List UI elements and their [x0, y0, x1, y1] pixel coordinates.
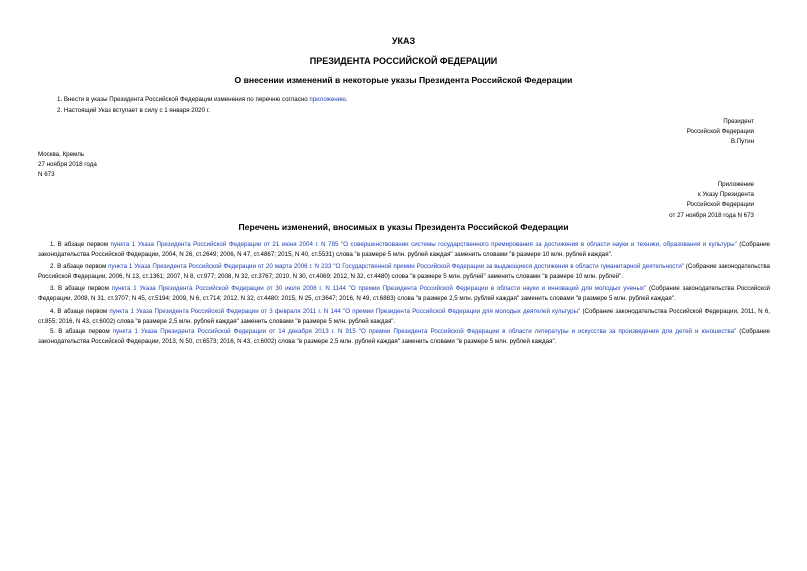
- list-item: [38, 307, 770, 327]
- list-item-prefix: 5. В абзаце первом: [50, 327, 113, 335]
- list-item-prefix: 1. В абзаце первом: [50, 241, 111, 248]
- place-date-block: [38, 150, 97, 181]
- list-item: [38, 327, 770, 347]
- list-item-prefix: 2. В абзаце первом: [50, 263, 109, 271]
- list-item: [38, 262, 770, 282]
- signature-country: Российской Федерации: [686, 128, 754, 136]
- decree-heading: О внесении изменений в некоторые указы Президента Российской Федерации: [234, 75, 573, 85]
- intro-paragraph-1-text: 1. Внести в указы Президента Российской Федерации изменения по перечню согласно: [57, 96, 310, 103]
- appendix-date-number: от 27 ноября 2018 года N 673: [669, 211, 754, 219]
- list-item-prefix: 3. В абзаце первом: [50, 285, 112, 293]
- appendix-to-decree: к Указу Президента: [697, 191, 754, 199]
- changes-list: [38, 240, 770, 347]
- decree-title: УКАЗ: [391, 36, 416, 46]
- decree-link[interactable]: пункта 1 Указа Президента Российской Федерации от 21 июня 2004 г. N 785 "О совершенствовании системы государственного премирования за достижения в области науки и техники, образования и культуры": [110, 241, 737, 248]
- list-item-text: (Собрание законодательства Российской Федерации, 2011, N 6, ст.855; 2016, N 43, ст.6002) слова "в размере 2,5 млн. рублей каждая" заменить словами "в размере 5 млн. рублей каждая".: [38, 307, 771, 325]
- list-item-text: (Собрание законодательства Российской Федерации, 2013, N 50, ст.6573; 2016, N 43, ст.6002) слова "в размере 2,5 млн. рублей каждая" заменить словами "в размере 5 млн. рублей каждая".: [38, 327, 770, 345]
- decree-number: N 673: [38, 171, 55, 179]
- appendix-link[interactable]: приложению: [309, 96, 346, 103]
- place-date: 27 ноября 2018 года: [38, 161, 97, 169]
- appendix-reference: [504, 180, 754, 221]
- intro-paragraph-1-end: .: [345, 96, 348, 103]
- list-item-text: (Собрание законодательства Российской Федерации, 2004, N 26, ст.2649; 2006, N 47, ст.4867; 2015, N 40, ст.5531) слова "в размере 5 млн. рублей каждая" заменить словами "в размере 10 млн. рублей каждая".: [38, 241, 771, 259]
- list-item-text: (Собрание законодательства Российской Федерации, 2008, N 31, ст.3707; N 45, ст.5194; 2009, N 6, ст.714; 2012, N 32, ст.4480; 2015, N 25, ст.3647; 2016, N 49, ст.6883) слова "в размере 2,5 млн. рублей каждая" заменить словами "в размере 5 млн. рублей каждая".: [38, 285, 771, 303]
- signature-block: [554, 117, 754, 148]
- appendix-label: Приложение: [717, 181, 754, 188]
- decree-link[interactable]: пункта 1 Указа Президента Российской Федерации от 30 июля 2008 г. N 1144 "О премии Президента Российской Федерации в области науки и инноваций для молодых ученых": [111, 285, 647, 293]
- intro-paragraph-1: [57, 95, 348, 105]
- decree-link[interactable]: пункта 1 Указа Президента Российской Федерации от 3 февраля 2011 г. N 144 "О премии Президента Российской Федерации для молодых деятелей культуры": [109, 307, 581, 315]
- list-item-text: (Собрание законодательства Российской Федерации, 2006, N 13, ст.1361; 2007, N 8, ст.977; 2008, N 32, ст.3767; 2010, N 30, ст.4069; 2012, N 32, ст.4480) слова "в размере 5 млн. рублей" заменить словами "в размере 10 млн. рублей".: [38, 263, 770, 281]
- place-city: Москва, Кремль: [38, 151, 85, 158]
- changes-list-heading: Перечень изменений, вносимых в указы Президента Российской Федерации: [238, 222, 569, 232]
- list-item: [38, 240, 770, 260]
- list-item: [38, 284, 770, 304]
- appendix-country: Российской Федерации: [686, 201, 754, 209]
- decree-link[interactable]: пункта 1 Указа Президента Российской Федерации от 20 марта 2006 г. N 233 "О Государственной премии Российской Федерации за выдающиеся достижения в области гуманитарной деятельности": [108, 263, 684, 271]
- list-item-prefix: 4. В абзаце первом: [50, 307, 110, 315]
- signature-position: Президент: [723, 118, 754, 125]
- decree-link[interactable]: пункта 1 Указа Президента Российской Федерации от 14 декабря 2013 г. N 915 "О премии Президента Российской Федерации в области литературы и искусства за произведения для детей и юношества": [112, 327, 737, 335]
- decree-issuer: ПРЕЗИДЕНТА РОССИЙСКОЙ ФЕДЕРАЦИИ: [309, 56, 498, 66]
- intro-paragraph-2: 2. Настоящий Указ вступает в силу с 1 января 2020 г.: [57, 107, 210, 114]
- signature-name: В.Путин: [730, 138, 754, 146]
